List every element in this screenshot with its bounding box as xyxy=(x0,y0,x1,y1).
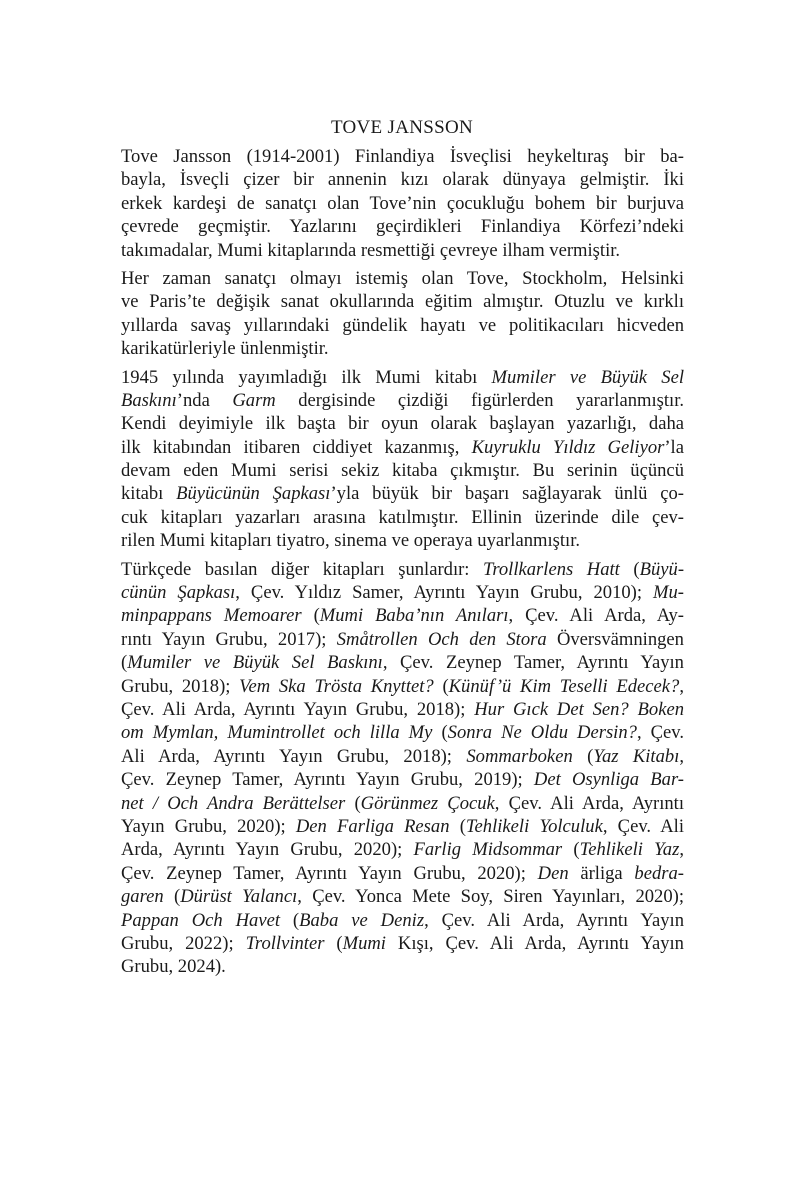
text-run: rıntı Yayın Grubu, 2017); xyxy=(121,628,337,650)
paragraph xyxy=(121,267,684,361)
italic-title-text: Mu- xyxy=(653,582,684,604)
italic-title-text: Yaz Kitabı xyxy=(593,745,680,767)
text-run: Arda, Ayrıntı Yayın Grubu, 2020); xyxy=(121,839,414,861)
text-run: rilen Mumi kitapları tiyatro, sinema ve operaya uyarlanmıştır. xyxy=(121,530,581,552)
italic-title-text: Kuyruklu Yıldız Geliyor xyxy=(471,436,665,458)
text-run: ’la xyxy=(664,436,684,458)
text-run: , Çev. Zeynep Tamer, Ayrıntı Yayın xyxy=(382,652,684,674)
text-run: ( xyxy=(301,605,320,627)
text-run: cuk kitapları yazarları arasına katılmıştır. Ellinin üzerinde dile çev- xyxy=(121,506,684,528)
text-line xyxy=(121,628,684,651)
text-line xyxy=(121,815,684,838)
italic-title-text: Vem Ska Trösta Knyttet? xyxy=(239,675,434,697)
text-line xyxy=(121,768,684,791)
text-run: ( xyxy=(121,652,128,674)
text-line xyxy=(121,145,684,168)
text-run: devam eden Mumi serisi sekiz kitaba çıkmıştır. Bu serinin üçüncü xyxy=(121,460,684,482)
text-run: karikatürleriyle ünlenmiştir. xyxy=(121,338,329,360)
italic-title-text: Farlig Midsommar xyxy=(413,839,563,861)
paragraph xyxy=(121,145,684,262)
text-line xyxy=(121,290,684,313)
text-line xyxy=(121,558,684,581)
text-line xyxy=(121,482,684,505)
text-run: Türkçede basılan diğer kitapları şunlardır: xyxy=(121,558,484,580)
text-line xyxy=(121,389,684,412)
italic-title-text: Mumiler ve Büyük Sel Baskını xyxy=(127,652,383,674)
text-line xyxy=(121,506,684,529)
text-run: , Çev. Ali Arda, Ayrıntı xyxy=(494,792,684,814)
text-run: Ali Arda, Ayrıntı Yayın Grubu, 2018); xyxy=(121,745,467,767)
italic-title-text: Sonra Ne Oldu Dersin? xyxy=(447,722,637,744)
text-run: erkek kardeşi de sanatçı olan Tove’nin çocukluğu bohem bir burjuva xyxy=(121,192,684,214)
paragraph xyxy=(121,558,684,979)
text-run: Yayın Grubu, 2020); xyxy=(121,815,296,837)
text-line xyxy=(121,745,684,768)
text-run: Översvämningen xyxy=(546,628,684,650)
text-line xyxy=(121,192,684,215)
text-run: 1945 yılında yayımladığı ilk Mumi kitabı xyxy=(121,366,492,388)
text-run: , Çev. Yıldız Samer, Ayrıntı Yayın Grubu, 2010); xyxy=(235,582,654,604)
text-run: dergisinde çizdiği figürlerden yararlanmıştır. xyxy=(275,389,685,411)
text-run: Kışı, Çev. Ali Arda, Ayrıntı Yayın xyxy=(385,932,684,954)
text-run: ( xyxy=(345,792,361,814)
italic-title-text: net / Och Andra Berättelser xyxy=(121,792,346,814)
text-run: ( xyxy=(280,909,300,931)
italic-title-text: Künüf’ü Kim Teselli Edecek? xyxy=(448,675,680,697)
text-run: ärliga xyxy=(568,862,635,884)
text-line xyxy=(121,314,684,337)
text-run: Grubu, 2018); xyxy=(121,675,240,697)
italic-title-text: Baskını xyxy=(121,389,177,411)
text-line xyxy=(121,436,684,459)
text-run: , Çev. Ali Arda, Ay- xyxy=(508,605,684,627)
italic-title-text: Hur Gıck Det Sen? Boken xyxy=(474,698,684,720)
text-run: Çev. Zeynep Tamer, Ayrıntı Yayın Grubu, 2020); xyxy=(121,862,538,884)
text-run: takımadalar, Mumi kitaplarında resmettiği çevreye ilham vermiştir. xyxy=(121,239,621,261)
text-run: ( xyxy=(572,745,594,767)
italic-title-text: Den Farliga Resan xyxy=(295,815,450,837)
text-line xyxy=(121,651,684,674)
biography-text xyxy=(121,145,684,984)
italic-title-text: Mumi xyxy=(342,932,386,954)
text-run: çevrede geçmiştir. Yazlarını geçirdikleri Finlandiya Körfezi’ndeki xyxy=(121,216,684,238)
text-line xyxy=(121,838,684,861)
text-run: yıllarda savaş yıllarındaki gündelik hayatı ve politikacıları hicveden xyxy=(121,314,684,336)
text-run: ( xyxy=(562,839,580,861)
text-line xyxy=(121,721,684,744)
italic-title-text: Trollvinter xyxy=(245,932,325,954)
italic-title-text: garen xyxy=(121,886,164,908)
italic-title-text: Mumi Baba’nın Anıları xyxy=(319,605,509,627)
text-line xyxy=(121,955,684,978)
text-line xyxy=(121,862,684,885)
text-line xyxy=(121,366,684,389)
italic-title-text: Sommarboken xyxy=(466,745,573,767)
text-run: ilk kitabından itibaren ciddiyet kazanmış, xyxy=(121,436,472,458)
text-run: , Çev. Yonca Mete Soy, Siren Yayınları, 2020); xyxy=(297,886,684,908)
text-line xyxy=(121,267,684,290)
text-run: ’yla büyük bir başarı sağlayarak ünlü ço- xyxy=(330,483,684,505)
text-run: ( xyxy=(619,558,640,580)
text-run: , Çev. Ali Arda, Ayrıntı Yayın xyxy=(424,909,684,931)
text-line xyxy=(121,698,684,721)
text-line xyxy=(121,885,684,908)
italic-title-text: Tehlikeli Yolculuk xyxy=(465,815,603,837)
text-line xyxy=(121,529,684,552)
italic-title-text: Büyücünün Şapkası xyxy=(176,483,331,505)
italic-title-text: Småtrollen Och den Stora xyxy=(336,628,547,650)
text-line xyxy=(121,792,684,815)
italic-title-text: Det Osynliga Bar- xyxy=(533,769,684,791)
text-line xyxy=(121,459,684,482)
text-line xyxy=(121,239,684,262)
text-run: , xyxy=(679,839,684,861)
text-run: Grubu, 2022); xyxy=(121,932,246,954)
text-run: , xyxy=(679,745,685,767)
text-run: , Çev. xyxy=(636,722,685,744)
text-run: ( xyxy=(163,886,181,908)
text-run: Çev. Ali Arda, Ayrıntı Yayın Grubu, 2018); xyxy=(121,698,475,720)
page-heading: TOVE JANSSON xyxy=(330,117,474,138)
text-line xyxy=(121,412,684,435)
text-run: Grubu, 2024). xyxy=(121,956,226,978)
text-run: Kendi deyimiyle ilk başta bir oyun olarak başlayan yazarlığı, daha xyxy=(121,413,684,435)
text-run: ve Paris’te değişik sanat okullarında eğitim almıştır. Otuzlu ve kırklı xyxy=(121,291,684,313)
text-run: Her zaman sanatçı olmayı istemiş olan Tove, Stockholm, Helsinki xyxy=(121,267,684,289)
text-line xyxy=(121,168,684,191)
paragraph xyxy=(121,366,684,553)
text-run: , xyxy=(679,675,684,697)
italic-title-text: Görünmez Çocuk xyxy=(360,792,495,814)
italic-title-text: Baba ve Deniz xyxy=(299,909,425,931)
italic-title-text: minpappans Memoarer xyxy=(121,605,302,627)
text-run: bayla, İsveçli çizer bir annenin kızı olarak dünyaya gelmiştir. İki xyxy=(121,169,684,191)
italic-title-text: Tehlikeli Yaz xyxy=(579,839,680,861)
italic-title-text: Dürüst Yalancı xyxy=(180,886,298,908)
text-run: Çev. Zeynep Tamer, Ayrıntı Yayın Grubu, 2019); xyxy=(121,769,534,791)
text-run: Tove Jansson (1914-2001) Finlandiya İsveçlisi heykeltıraş bir ba- xyxy=(121,146,684,167)
italic-title-text: Büyü- xyxy=(639,558,685,580)
text-run: ’nda xyxy=(176,389,233,411)
italic-title-text: Den xyxy=(537,862,569,884)
text-run: , Çev. Ali xyxy=(602,815,684,837)
text-run: ( xyxy=(432,722,448,744)
text-run: kitabı xyxy=(121,483,177,505)
text-line xyxy=(121,215,684,238)
italic-title-text: bedra- xyxy=(634,862,684,884)
text-run: ( xyxy=(433,675,449,697)
italic-title-text: Trollkarlens Hatt xyxy=(483,558,620,580)
italic-title-text: Pappan Och Havet xyxy=(121,909,281,931)
text-line xyxy=(121,909,684,932)
text-line xyxy=(121,932,684,955)
italic-title-text: cünün Şapkası xyxy=(121,582,236,604)
text-run: ( xyxy=(324,932,343,954)
text-line xyxy=(121,675,684,698)
italic-title-text: Mumiler ve Büyük Sel xyxy=(491,366,684,388)
text-line xyxy=(121,604,684,627)
text-run: ( xyxy=(449,815,466,837)
italic-title-text: Garm xyxy=(232,389,276,411)
text-line xyxy=(121,581,684,604)
text-line xyxy=(121,337,684,360)
italic-title-text: om Mymlan, Mumintrollet och lilla My xyxy=(121,722,433,744)
